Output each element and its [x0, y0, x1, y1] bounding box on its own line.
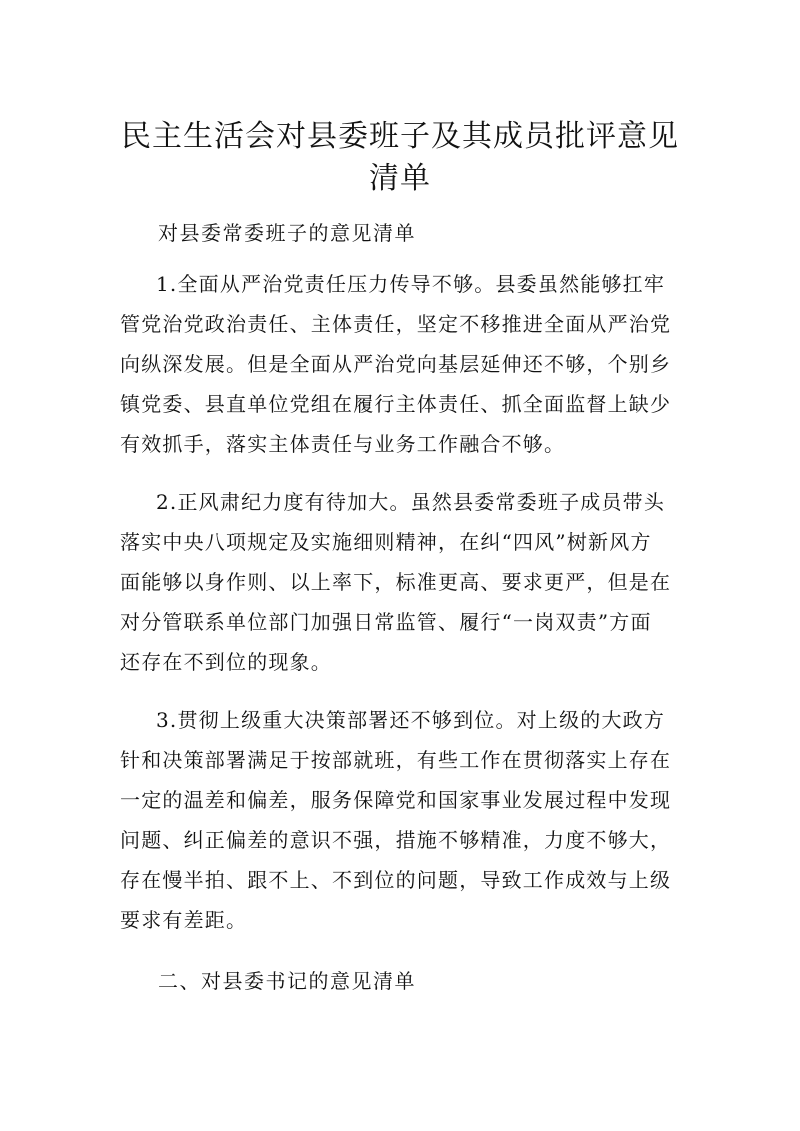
paragraph-line: 还存在不到位的现象。 [120, 650, 332, 674]
section-heading-standing-committee: 对县委常委班子的意见清单 [158, 221, 416, 245]
paragraph-line: 管党治党政治责任、主体责任，坚定不移推进全面从严治党 [120, 312, 672, 336]
paragraph-line: 对分管联系单位部门加强日常监管、履行“一岗双责”方面 [120, 610, 652, 634]
paragraph-line: 向纵深发展。但是全面从严治党向基层延伸还不够，个别乡 [120, 352, 672, 376]
paragraph-3 [120, 700, 682, 940]
section-heading-county-secretary: 二、对县委书记的意见清单 [158, 969, 416, 993]
paragraph-line: 存在慢半拍、跟不上、不到位的问题，导致工作成效与上级 [120, 868, 672, 892]
paragraph-line: 镇党委、县直单位党组在履行主体责任、抓全面监督上缺少 [120, 392, 672, 416]
paragraph-line: 有效抓手，落实主体责任与业务工作融合不够。 [120, 432, 566, 456]
paragraph-1 [120, 264, 682, 464]
paragraph-line: 3.贯彻上级重大决策部署还不够到位。对上级的大政方 [156, 708, 666, 732]
paragraph-line: 2.正风肃纪力度有待加大。虽然县委常委班子成员带头 [156, 490, 666, 514]
document-title [118, 116, 682, 200]
paragraph-line: 要求有差距。 [120, 908, 248, 932]
paragraph-line: 1.全面从严治党责任压力传导不够。县委虽然能够扛牢 [156, 272, 666, 296]
paragraph-line: 问题、纠正偏差的意识不强，措施不够精准，力度不够大， [120, 828, 672, 852]
paragraph-line: 面能够以身作则、以上率下，标准更高、要求更严，但是在 [120, 570, 672, 594]
paragraph-2 [120, 482, 682, 682]
paragraph-line: 落实中央八项规定及实施细则精神，在纠“四风”树新风方 [120, 530, 652, 554]
title-line-1: 民主生活会对县委班子及其成员批评意见 [121, 119, 679, 154]
title-line-2: 清单 [369, 161, 431, 196]
paragraph-line: 一定的温差和偏差，服务保障党和国家事业发展过程中发现 [120, 788, 672, 812]
paragraph-line: 针和决策部署满足于按部就班，有些工作在贯彻落实上存在 [120, 748, 672, 772]
